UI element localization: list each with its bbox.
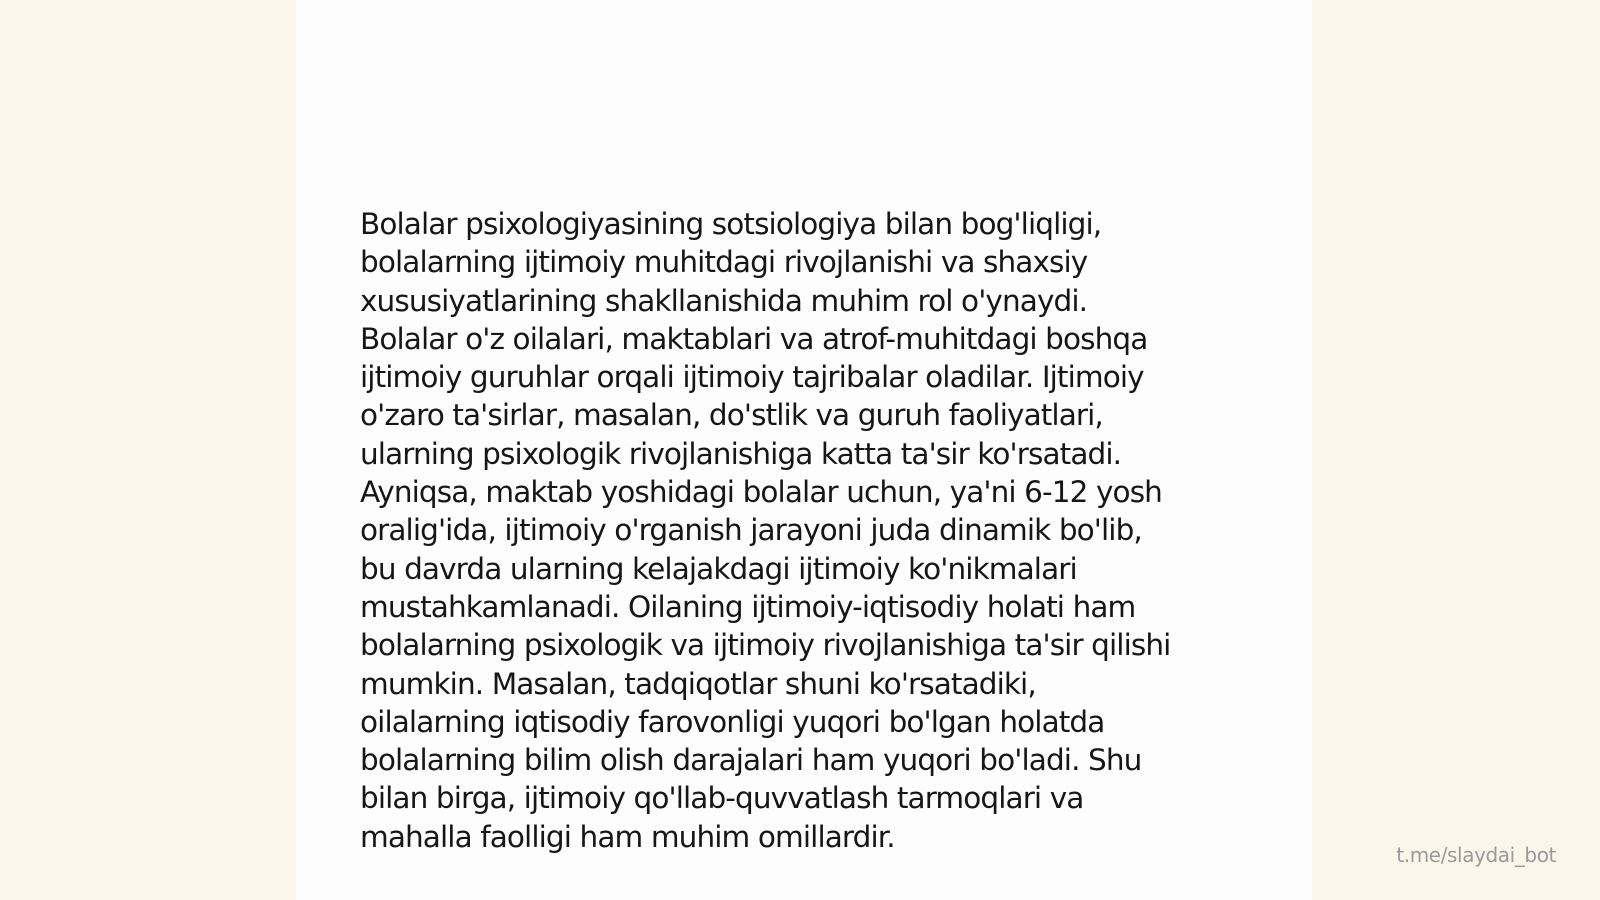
- body-line: oilalarning iqtisodiy farovonligi yuqori bo'lgan holatda: [360, 704, 1105, 739]
- body-line: bolalarning bilim olish darajalari ham yuqori bo'ladi. Shu: [360, 743, 1142, 778]
- body-line: Bolalar psixologiyasining sotsiologiya bilan bog'liqligi,: [360, 207, 1102, 241]
- body-line: oralig'ida, ijtimoiy o'rganish jarayoni juda dinamik bo'lib,: [360, 513, 1142, 548]
- watermark-text: t.me/slaydai_bot: [1396, 843, 1556, 867]
- body-line: mahalla faolligi ham muhim omillardir.: [360, 819, 895, 854]
- body-line: bolalarning psixologik va ijtimoiy rivojlanishiga ta'sir qilishi: [360, 628, 1171, 663]
- body-line: Ayniqsa, maktab yoshidagi bolalar uchun, ya'ni 6-12 yosh: [360, 475, 1162, 510]
- slide-page: [296, 0, 1312, 900]
- body-line: o'zaro ta'sirlar, masalan, do'stlik va guruh faoliyatlari,: [360, 398, 1103, 433]
- body-line: ijtimoiy guruhlar orqali ijtimoiy tajribalar oladilar. Ijtimoiy: [360, 360, 1144, 395]
- body-line: bilan birga, ijtimoiy qo'llab-quvvatlash tarmoqlari va: [360, 781, 1084, 816]
- body-line: bolalarning ijtimoiy muhitdagi rivojlanishi va shaxsiy: [360, 245, 1088, 280]
- body-line: bu davrda ularning kelajakdagi ijtimoiy ko'nikmalari: [360, 551, 1077, 586]
- body-line: mustahkamlanadi. Oilaning ijtimoiy-iqtisodiy holati ham: [360, 589, 1136, 624]
- body-line: xususiyatlarining shakllanishida muhim rol o'ynaydi.: [360, 283, 1088, 318]
- slide-body-text: [360, 205, 1260, 856]
- body-line: ularning psixologik rivojlanishiga katta ta'sir ko'rsatadi.: [360, 436, 1122, 471]
- body-line: Bolalar o'z oilalari, maktablari va atrof-muhitdagi boshqa: [360, 321, 1148, 356]
- body-line: mumkin. Masalan, tadqiqotlar shuni ko'rsatadiki,: [360, 666, 1036, 701]
